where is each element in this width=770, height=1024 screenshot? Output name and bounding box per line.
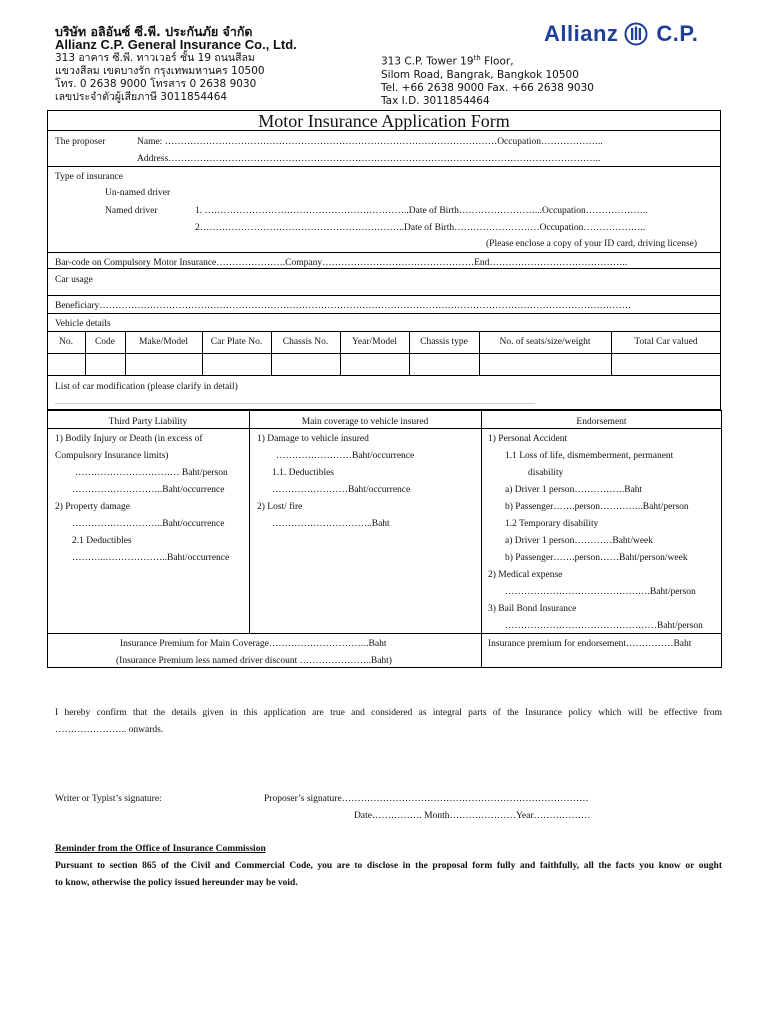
- unnamed-driver-option[interactable]: Un-named driver: [105, 188, 171, 198]
- endorse-medical-expense: 2) Medical expense: [488, 570, 563, 580]
- endorse-bail-bond: 3) Bail Bond Insurance: [488, 604, 577, 614]
- signature-date-field[interactable]: Date……………. Month…………………Year………………: [354, 811, 591, 821]
- endorse-medical-field[interactable]: ……………………………………….Baht/person: [505, 587, 696, 597]
- main-damage-vehicle: 1) Damage to vehicle insured: [257, 434, 369, 444]
- address-thai-line: โทร. 0 2638 9000 โทรสาร 0 2638 9030: [55, 78, 257, 90]
- named-driver-1-field[interactable]: 1. ………………………………………………………..Date of Birth……………………...Occupation………………..: [195, 206, 648, 216]
- address-english: [381, 52, 594, 108]
- premium-endorsement-field[interactable]: Insurance premium for endorsement……………Baht: [488, 639, 692, 649]
- endorse-temp-disability: 1.2 Temporary disability: [505, 519, 599, 529]
- vehicle-col-code: Code: [94, 337, 116, 347]
- vehicle-col-seats: No. of seats/size/weight: [499, 337, 591, 347]
- premium-less-discount-field[interactable]: (Insurance Premium less named driver discount …………………..Baht): [116, 656, 392, 666]
- writer-signature-label: Writer or Typist’s signature:: [55, 794, 162, 804]
- vehicle-col-chassis-no: Chassis No.: [282, 337, 329, 347]
- vehicle-col-total-value: Total Car valued: [634, 337, 698, 347]
- endorse-temp-passenger-field[interactable]: b) Passenger…….person……Baht/person/week: [505, 553, 688, 563]
- main-damage-field[interactable]: ……………………Baht/occurrence: [276, 451, 415, 461]
- named-driver-option[interactable]: Named driver: [105, 206, 158, 216]
- tpl-baht-occurrence-field[interactable]: ………………………..Baht/occurrence: [72, 485, 225, 495]
- reminder-text-2: to know, otherwise the policy issued hereunder may be void.: [55, 878, 298, 888]
- effective-date-field[interactable]: ………………….. onwards.: [55, 725, 164, 735]
- proposer-label: The proposer: [55, 137, 106, 147]
- company-name-thai: บริษัท อลิอันซ์ ซี.พี. ประกันภัย จำกัด: [55, 24, 253, 39]
- address-english-line: 313 C.P. Tower 19th Floor,: [381, 54, 514, 68]
- address-thai: [55, 52, 265, 104]
- tpl-deductibles-field[interactable]: ………..………………..Baht/occurrence: [72, 553, 230, 563]
- vehicle-col-make-model: Make/Model: [138, 337, 189, 347]
- vehicle-details-label: Vehicle details: [55, 319, 111, 329]
- main-deductibles-field[interactable]: ……………………Baht/occurrence: [272, 485, 411, 495]
- tpl-property-field[interactable]: ………………………..Baht/occurrence: [72, 519, 225, 529]
- endorse-loss-of-life: 1.1 Loss of life, dismemberment, permanent: [505, 451, 674, 461]
- allianz-eagle-icon: [624, 22, 648, 46]
- proposer-signature-field[interactable]: Proposer’s signature……………………………………………………………………: [264, 794, 589, 804]
- vehicle-col-no: No.: [59, 337, 73, 347]
- coverage-header-main: Main coverage to vehicle insured: [301, 417, 429, 427]
- id-card-note: (Please enclose a copy of your ID card, driving license): [486, 239, 698, 249]
- address-thai-line: แขวงสีลม เขตบางรัก กรุงเทพมหานคร 10500: [55, 65, 265, 77]
- address-english-line: Tax I.D. 3011854464: [381, 94, 490, 107]
- proposer-address-field[interactable]: Address………………………………………………………………………………………………………………………..: [137, 154, 601, 164]
- tpl-baht-person-field[interactable]: …………………………… Baht/person: [75, 468, 228, 478]
- tpl-property-damage: 2) Property damage: [55, 502, 130, 512]
- address-thai-line: เลขประจำตัวผู้เสียภาษี 3011854464: [55, 91, 228, 103]
- type-of-insurance-label: Type of insurance: [55, 172, 123, 182]
- confirmation-text: I hereby confirm that the details given in this application are true and considered as integral parts of the Insurance policy which will be effective from: [55, 708, 722, 718]
- modification-field[interactable]: ……………………………………………………………………………………………………………………………………………………………………………………………………………………: [55, 400, 535, 406]
- company-name-english: Allianz C.P. General Insurance Co., Ltd.: [55, 37, 297, 52]
- endorse-passenger-field[interactable]: b) Passenger…….person…………..Baht/person: [505, 502, 689, 512]
- modification-label: List of car modification (please clarify in detail): [55, 382, 238, 392]
- proposer-name-field[interactable]: Name: ……………………………………………………………………………………………Occupation………………..: [137, 137, 603, 147]
- reminder-text: Pursuant to section 865 of the Civil and Commercial Code, you are to disclose in the proposal form fully and faithfully, all the facts you know or ought: [55, 861, 722, 871]
- barcode-field[interactable]: Bar-code on Compulsory Motor Insurance………………….Company…………………………………………End……………………………………..: [55, 258, 628, 268]
- address-english-line: Tel. +66 2638 9000 Fax. +66 2638 9030: [381, 81, 594, 94]
- main-deductibles: 1.1. Deductibles: [272, 468, 335, 478]
- vehicle-col-chassis-type: Chassis type: [420, 337, 468, 347]
- car-usage-field[interactable]: Car usage: [55, 275, 93, 285]
- tpl-bodily-injury: 1) Bodily Injury or Death (in excess of: [55, 434, 203, 444]
- address-thai-line: 313 อาคาร ซี.พี. ทาวเวอร์ ชั้น 19 ถนนสีลม: [55, 52, 255, 64]
- endorse-bail-bond-field[interactable]: …………………………………………Baht/person: [505, 621, 703, 631]
- beneficiary-field[interactable]: Beneficiary……………………………………………………………………………………………………………………………………………………: [55, 301, 632, 311]
- vehicle-col-year-model: Year/Model: [352, 337, 397, 347]
- premium-main-coverage-field[interactable]: Insurance Premium for Main Coverage…………………………..Baht: [120, 639, 387, 649]
- coverage-header-third-party: Third Party Liability: [108, 417, 188, 427]
- address-english-line: Silom Road, Bangrak, Bangkok 10500: [381, 68, 579, 81]
- allianz-logo: Allianz C.P.: [544, 21, 699, 46]
- vehicle-data-row[interactable]: [47, 354, 721, 374]
- endorse-driver-field[interactable]: a) Driver 1 person…………….Baht: [505, 485, 643, 495]
- coverage-header-endorsement: Endorsement: [576, 417, 627, 427]
- tpl-compulsory: Compulsory Insurance limits): [55, 451, 169, 461]
- vehicle-col-plate: Car Plate No.: [210, 337, 263, 347]
- main-lost-fire-field[interactable]: …………………………..Baht: [272, 519, 390, 529]
- main-lost-fire: 2) Lost/ fire: [257, 502, 303, 512]
- endorse-temp-driver-field[interactable]: a) Driver 1 person…………Baht/week: [505, 536, 654, 546]
- endorse-personal-accident: 1) Personal Accident: [488, 434, 568, 444]
- form-title: Motor Insurance Application Form: [258, 111, 510, 131]
- tpl-deductibles: 2.1 Deductibles: [72, 536, 132, 546]
- endorse-disability: disability: [528, 468, 564, 478]
- reminder-title: Reminder from the Office of Insurance Commission: [55, 844, 266, 854]
- named-driver-2-field[interactable]: 2………………………………………………………..Date of Birth………………………Occupation………………..: [195, 223, 646, 233]
